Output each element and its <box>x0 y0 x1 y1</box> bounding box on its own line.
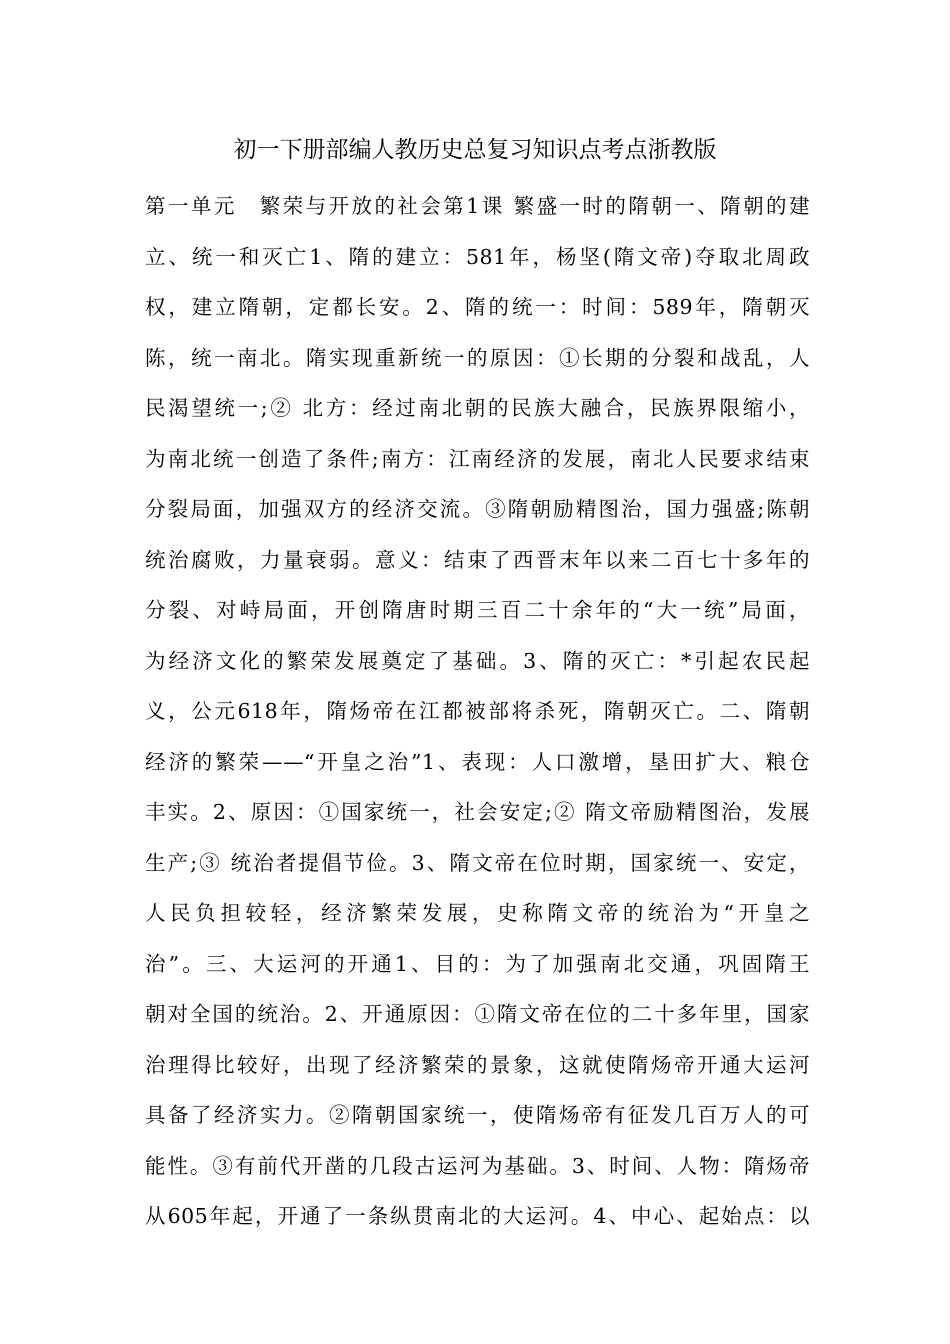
body-line: 人民负担较轻，经济繁荣发展，史称隋文帝的统治为“开皇之 <box>145 901 810 925</box>
body-line: 陈，统一南北。隋实现重新统一的原因：①长期的分裂和战乱，人 <box>145 345 810 370</box>
body-line: 统治腐败，力量衰弱。意义：结束了西晋末年以来二百七十多年的 <box>145 547 810 572</box>
body-line: 从605年起，开通了一条纵贯南北的大运河。4、中心、起始点：以 <box>145 1204 810 1228</box>
body-line: 具备了经济实力。②隋朝国家统一，使隋炀帝有征发几百万人的可 <box>145 1103 810 1127</box>
body-line: 丰实。2、原因：①国家统一，社会安定;② 隋文帝励精图治，发展 <box>145 800 810 824</box>
body-line: 能性。③有前代开凿的几段古运河为基础。3、时间、人物：隋炀帝 <box>145 1153 810 1178</box>
body-line: 朝对全国的统治。2、开通原因：①隋文帝在位的二十多年里，国家 <box>145 1002 810 1026</box>
body-line: 权，建立隋朝，定都长安。2、隋的统一：时间：589年，隋朝灭 <box>145 295 810 319</box>
body-line: 为南北统一创造了条件;南方：江南经济的发展，南北人民要求结束 <box>145 446 810 471</box>
body-line: 民渴望统一;② 北方：经过南北朝的民族大融合，民族界限缩小， <box>145 396 810 420</box>
body-line: 为经济文化的繁荣发展奠定了基础。3、隋的灭亡：*引起农民起 <box>145 648 810 673</box>
body-line: 生产;③ 统治者提倡节俭。3、隋文帝在位时期，国家统一、安定， <box>145 850 810 875</box>
document-body <box>145 181 810 1242</box>
body-line: 治”。三、大运河的开通1、目的：为了加强南北交通，巩固隋王 <box>145 951 810 976</box>
body-line: 立、统一和灭亡1、隋的建立：581年，杨坚(隋文帝)夺取北周政 <box>145 244 810 269</box>
body-line: 第一单元 繁荣与开放的社会第1课 繁盛一时的隋朝一、隋朝的建 <box>145 194 810 218</box>
body-line: 分裂局面，加强双方的经济交流。③隋朝励精图治，国力强盛;陈朝 <box>145 497 810 521</box>
body-line: 义，公元618年，隋炀帝在江都被部将杀死，隋朝灭亡。二、隋朝 <box>145 699 810 723</box>
body-line: 分裂、对峙局面，开创隋唐时期三百二十余年的“大一统”局面， <box>145 598 810 622</box>
document-title: 初一下册部编人教历史总复习知识点考点浙教版 <box>233 137 717 163</box>
body-line: 经济的繁荣——“开皇之治”1、表现：人口激增，垦田扩大、粮仓 <box>145 749 810 774</box>
body-line: 治理得比较好，出现了经济繁荣的景象，这就使隋炀帝开通大运河 <box>145 1052 810 1077</box>
